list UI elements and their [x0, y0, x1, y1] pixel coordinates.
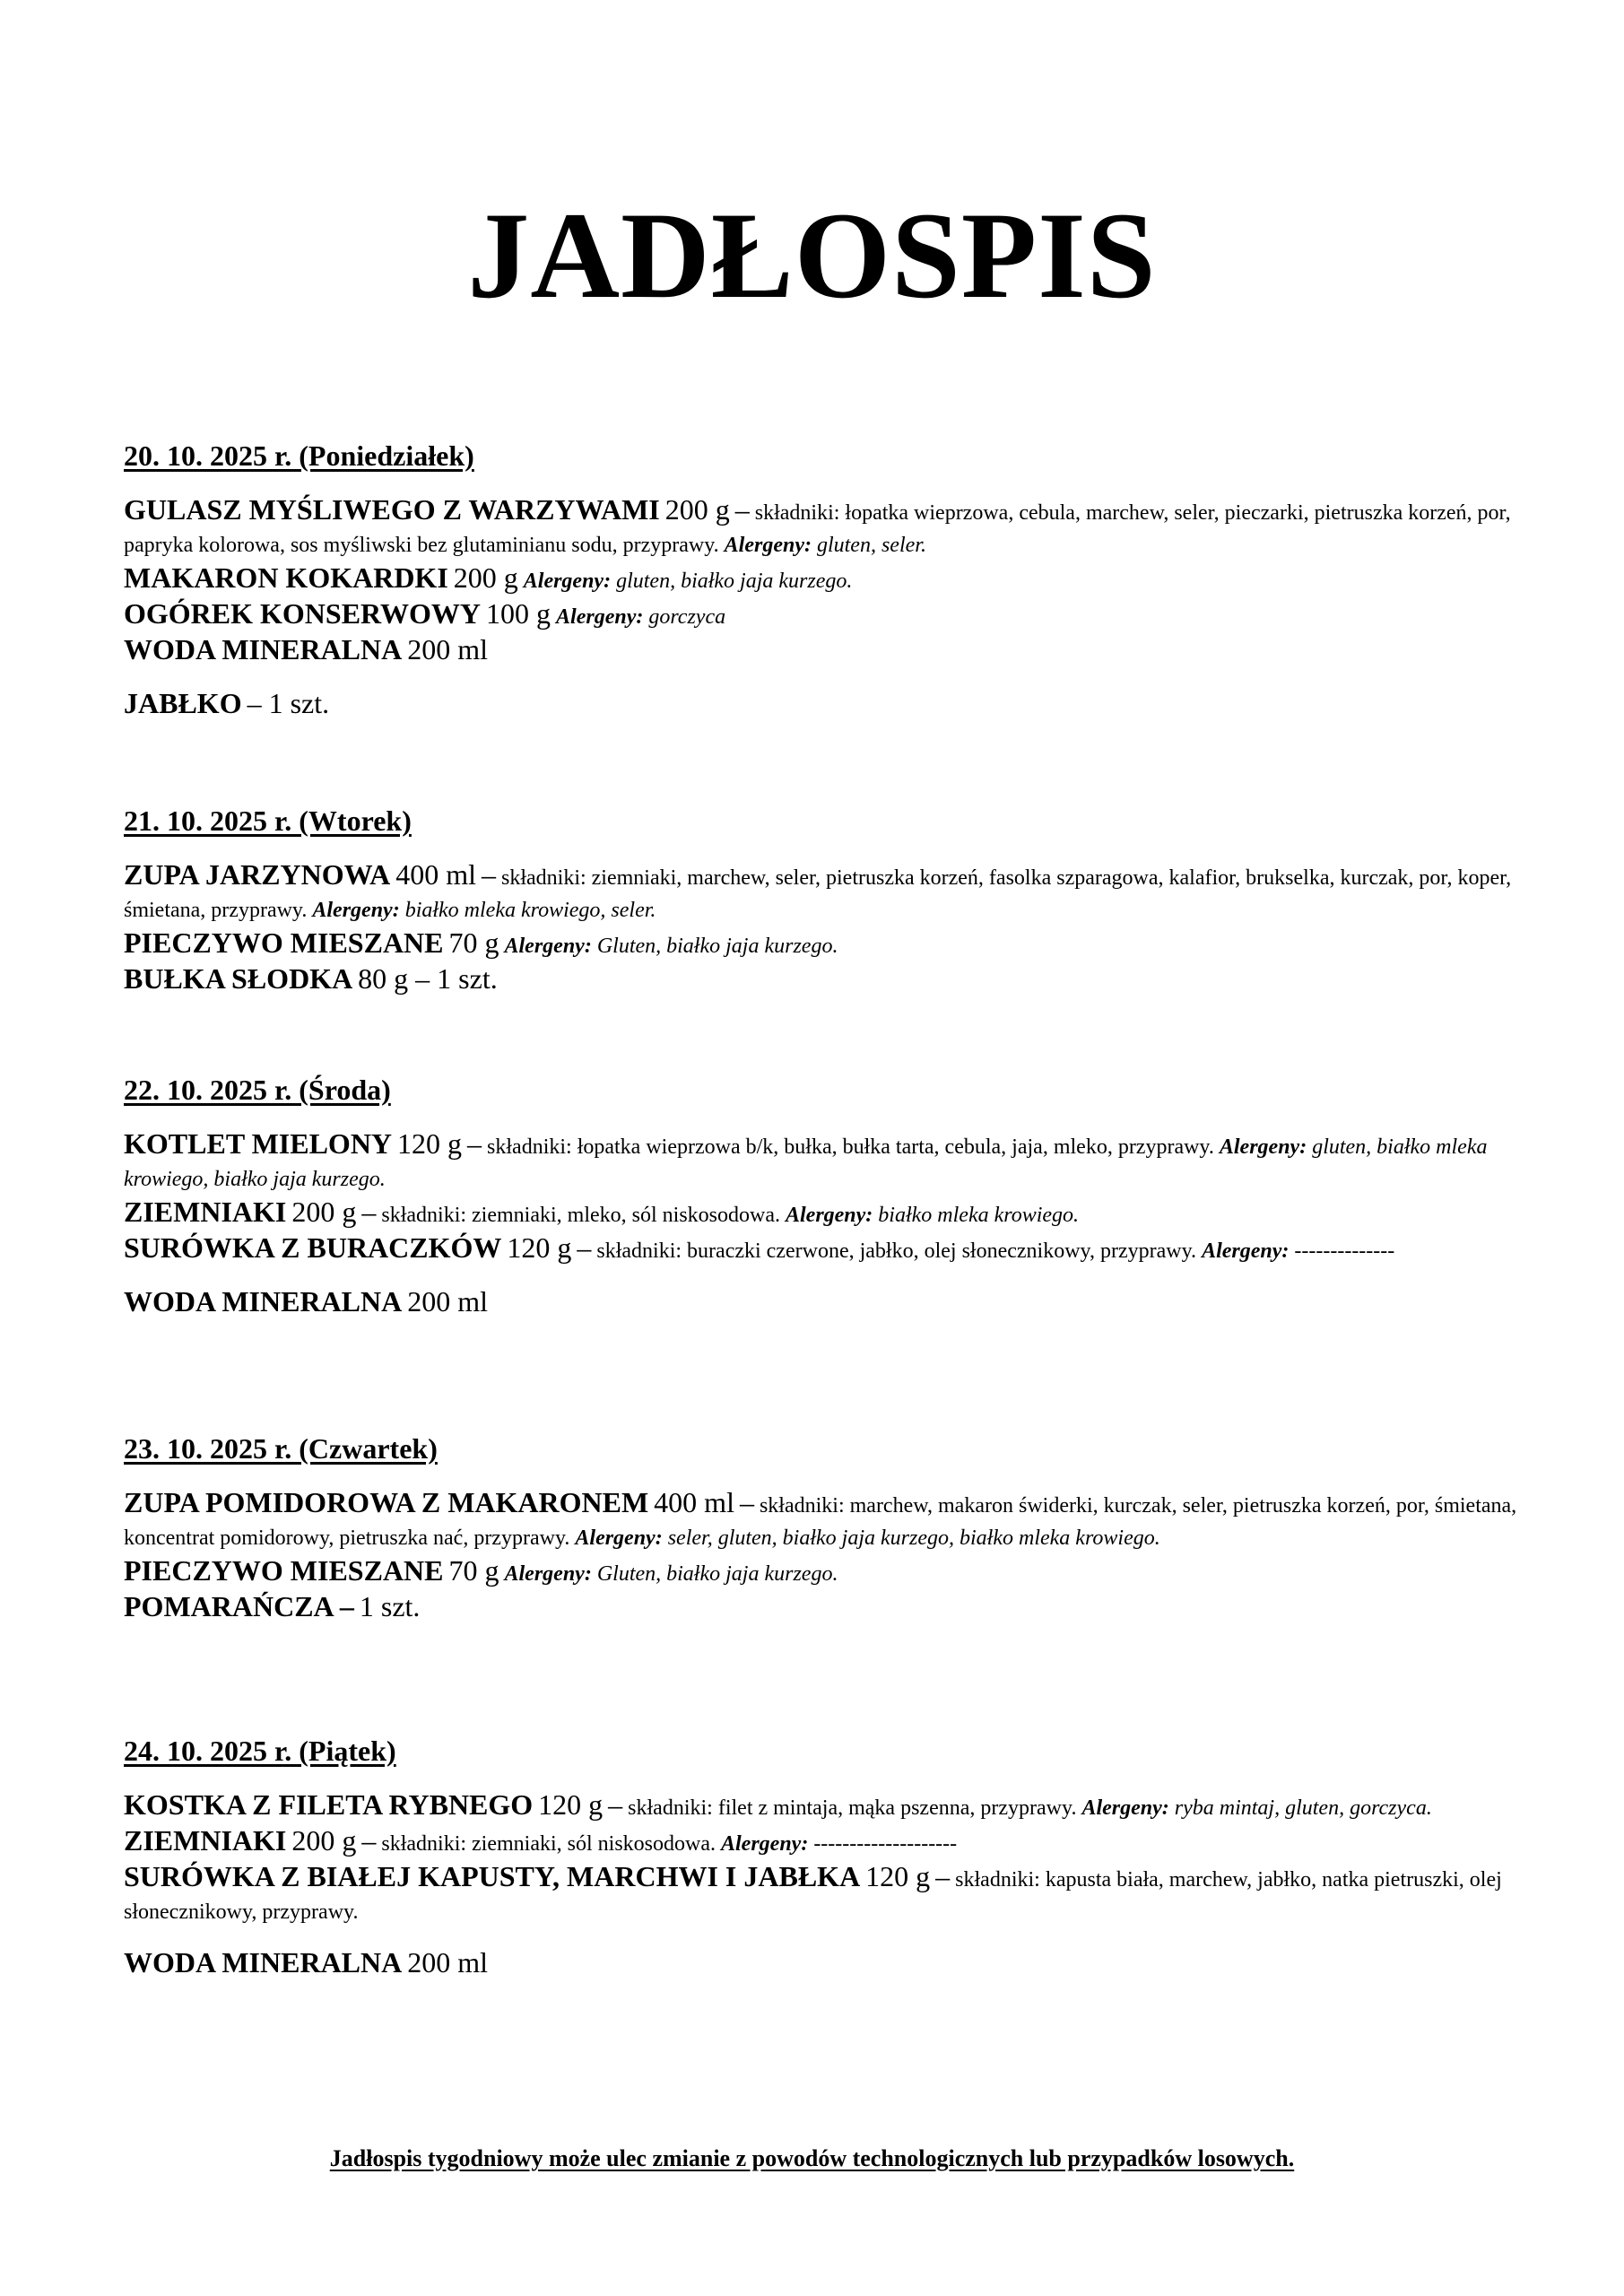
footer-note: Jadłospis tygodniowy może ulec zmianie z powodów technologicznych lub przypadków losowych.	[329, 2145, 1295, 2171]
dish-name: ZUPA POMIDOROWA Z MAKARONEM	[124, 1486, 649, 1518]
menu-item	[124, 858, 1523, 926]
dish-name: PIECZYWO MIESZANE	[124, 1554, 444, 1587]
dish-name: WODA MINERALNA	[124, 1285, 403, 1318]
dish-name: ZUPA JARZYNOWA	[124, 858, 391, 891]
dish-amount: 200 ml	[407, 1285, 489, 1318]
allergens-label: Alergeny:	[1081, 1796, 1169, 1820]
allergens-list: gluten, białko mleka krowiego, białko jaja kurzego.	[124, 1135, 1488, 1191]
menu-item	[124, 1554, 1523, 1590]
menu-item	[124, 1231, 1523, 1267]
menu-item	[124, 561, 1523, 597]
allergens-list: Gluten, białko jaja kurzego.	[596, 935, 838, 958]
dish-name: JABŁKO	[124, 687, 242, 719]
day-date: 24. 10. 2025 r. (Piątek)	[124, 1735, 396, 1767]
menu-item	[124, 687, 1523, 723]
dish-amount: 400 ml	[395, 858, 476, 891]
menu-item	[124, 962, 1523, 998]
dish-amount: 200 ml	[407, 633, 489, 665]
ingredients-text: składniki: filet z mintaja, mąka pszenna, przyprawy.	[628, 1796, 1077, 1820]
day-date: 20. 10. 2025 r. (Poniedziałek)	[124, 439, 474, 472]
dash-separator: –	[935, 1860, 951, 1892]
day-date: 23. 10. 2025 r. (Czwartek)	[124, 1432, 438, 1465]
allergens-list: białko mleka krowiego, seler.	[404, 899, 656, 922]
dish-amount: 70 g	[448, 926, 499, 959]
dish-name: KOTLET MIELONY	[124, 1127, 393, 1160]
dash-separator: –	[739, 1486, 754, 1518]
ingredients-text: składniki: buraczki czerwone, jabłko, olej słonecznikowy, przyprawy.	[596, 1239, 1197, 1263]
allergens-list: --------------------	[813, 1832, 958, 1856]
dish-name: BUŁKA SŁODKA	[124, 962, 353, 995]
dish-name: ZIEMNIAKI	[124, 1824, 287, 1857]
day-section	[124, 1072, 1523, 1321]
allergens-label: Alergeny:	[1219, 1135, 1307, 1159]
dash-separator: –	[481, 858, 496, 891]
menu-item	[124, 597, 1523, 633]
dish-amount: 120 g	[507, 1231, 572, 1264]
allergens-label: Alergeny:	[724, 534, 812, 557]
menu-item	[124, 633, 1523, 669]
allergens-list: ryba mintaj, gluten, gorczyca.	[1174, 1796, 1432, 1820]
day-section	[124, 1733, 1523, 1982]
allergens-label: Alergeny:	[721, 1832, 809, 1856]
allergens-list: --------------	[1294, 1239, 1395, 1263]
dish-name: WODA MINERALNA	[124, 633, 403, 665]
allergens-list: Gluten, białko jaja kurzego.	[596, 1562, 838, 1586]
allergens-list: gluten, białko jaja kurzego.	[616, 570, 853, 593]
menu-item	[124, 926, 1523, 962]
allergens-label: Alergeny:	[504, 1562, 592, 1586]
day-section	[124, 803, 1523, 998]
dish-name: ZIEMNIAKI	[124, 1196, 287, 1228]
dish-name: SURÓWKA Z BURACZKÓW	[124, 1231, 502, 1264]
page-title: JADŁOSPIS	[467, 187, 1157, 324]
day-date: 21. 10. 2025 r. (Wtorek)	[124, 804, 412, 837]
ingredients-text: składniki: ziemniaki, marchew, seler, pietruszka korzeń, fasolka szparagowa, kalafior, brukselka, kurczak, por, koper, śmietana, przyprawy.	[124, 866, 1512, 922]
dish-name: GULASZ MYŚLIWEGO Z WARZYWAMI	[124, 493, 660, 526]
dish-amount: – 1 szt.	[247, 687, 330, 719]
allergens-label: Alergeny:	[556, 605, 644, 629]
dish-amount: 200 g	[291, 1196, 357, 1228]
dash-separator: –	[361, 1196, 377, 1228]
dish-amount: 1 szt.	[359, 1590, 421, 1622]
ingredients-text: składniki: kapusta biała, marchew, jabłko, natka pietruszki, olej słonecznikowy, przyprawy.	[124, 1868, 1502, 1924]
menu-item	[124, 1486, 1523, 1554]
dish-amount: 200 g	[453, 561, 518, 594]
allergens-list: gluten, seler.	[816, 534, 926, 557]
day-section	[124, 1431, 1523, 1626]
allergens-list: białko mleka krowiego.	[878, 1204, 1080, 1227]
dish-amount: 200 g	[291, 1824, 357, 1857]
allergens-label: Alergeny:	[575, 1526, 663, 1550]
allergens-label: Alergeny:	[504, 935, 592, 958]
dish-name: MAKARON KOKARDKI	[124, 561, 448, 594]
day-date: 22. 10. 2025 r. (Środa)	[124, 1074, 391, 1106]
dish-amount: 70 g	[448, 1554, 499, 1587]
dish-name: WODA MINERALNA	[124, 1946, 403, 1979]
dish-name: KOSTKA Z FILETA RYBNEGO	[124, 1788, 534, 1821]
ingredients-text: składniki: ziemniaki, mleko, sól niskosodowa.	[381, 1204, 780, 1227]
dash-separator: –	[361, 1824, 377, 1857]
ingredients-text: składniki: łopatka wieprzowa b/k, bułka, bułka tarta, cebula, jaja, mleko, przyprawy.	[487, 1135, 1214, 1159]
dish-amount: 200 ml	[407, 1946, 489, 1979]
dish-amount: 120 g	[538, 1788, 604, 1821]
ingredients-text: składniki: łopatka wieprzowa, cebula, marchew, seler, pieczarki, pietruszka korzeń, por, papryka kolorowa, sos myśliwski bez glutaminianu sodu, przyprawy.	[124, 501, 1511, 557]
allergens-list: gorczyca	[648, 605, 726, 629]
dash-separator: –	[608, 1788, 623, 1821]
dish-name: OGÓREK KONSERWOWY	[124, 597, 482, 630]
ingredients-text: składniki: ziemniaki, sól niskosodowa.	[381, 1832, 716, 1856]
allergens-label: Alergeny:	[312, 899, 400, 922]
dish-amount: 120 g	[865, 1860, 931, 1892]
dish-amount: 200 g	[664, 493, 730, 526]
menu-item	[124, 1824, 1523, 1860]
dish-amount: 80 g – 1 szt.	[358, 962, 498, 995]
menu-item	[124, 1285, 1523, 1321]
menu-item	[124, 1127, 1523, 1196]
dash-separator: –	[734, 493, 750, 526]
dish-amount: 400 ml	[654, 1486, 734, 1518]
allergens-list: seler, gluten, białko jaja kurzego, białko mleka krowiego.	[667, 1526, 1160, 1550]
dish-name: POMARAŃCZA –	[124, 1590, 354, 1622]
ingredients-text: składniki: marchew, makaron świderki, kurczak, seler, pietruszka korzeń, por, śmietana, koncentrat pomidorowy, pietruszka nać, przyprawy.	[124, 1494, 1517, 1550]
menu-item	[124, 1196, 1523, 1231]
menu-item	[124, 1788, 1523, 1824]
dish-name: SURÓWKA Z BIAŁEJ KAPUSTY, MARCHWI I JABŁKA	[124, 1860, 861, 1892]
menu-item	[124, 493, 1523, 561]
dash-separator: –	[467, 1127, 482, 1160]
dish-amount: 120 g	[397, 1127, 463, 1160]
menu-item	[124, 1946, 1523, 1982]
dash-separator: –	[577, 1231, 592, 1264]
menu-item	[124, 1860, 1523, 1928]
day-section	[124, 438, 1523, 723]
dish-amount: 100 g	[486, 597, 551, 630]
dish-name: PIECZYWO MIESZANE	[124, 926, 444, 959]
allergens-label: Alergeny:	[523, 570, 612, 593]
allergens-label: Alergeny:	[1202, 1239, 1290, 1263]
menu-item	[124, 1590, 1523, 1626]
allergens-label: Alergeny:	[785, 1204, 873, 1227]
